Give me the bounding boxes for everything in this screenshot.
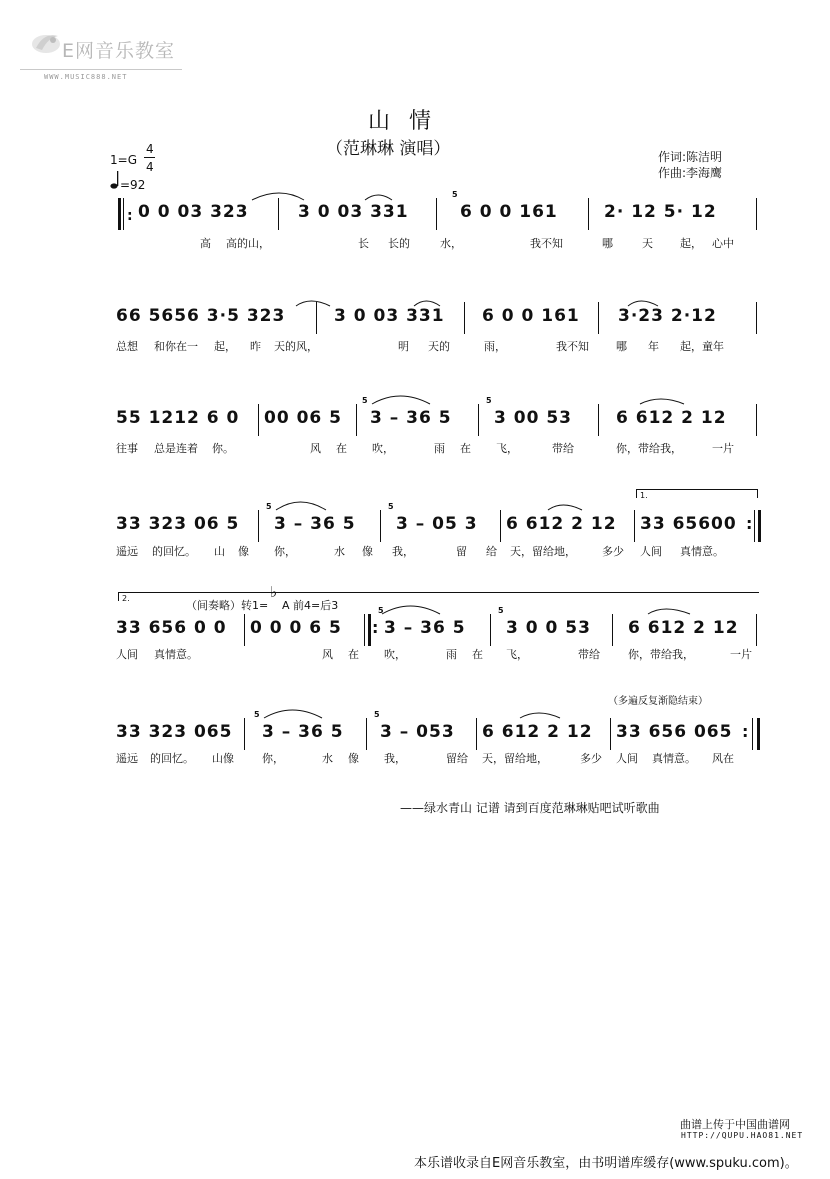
lyric: 像 bbox=[362, 545, 373, 558]
lyric: 像 bbox=[348, 752, 359, 765]
lyric: 雨 bbox=[446, 648, 457, 661]
barline bbox=[244, 718, 245, 750]
barline bbox=[258, 404, 259, 436]
measure: 00 06 5 bbox=[264, 408, 342, 428]
transcriber-credit: ——绿水青山 记谱 请到百度范琳琳贴吧试听歌曲 bbox=[400, 801, 660, 815]
barline bbox=[364, 614, 365, 646]
lyric: 带给 bbox=[552, 442, 574, 455]
lyric: 天 bbox=[642, 237, 653, 250]
barline bbox=[756, 198, 757, 230]
lyrics-line-6 bbox=[0, 750, 830, 766]
barline bbox=[118, 198, 121, 230]
measure: 33 656 065 bbox=[616, 722, 733, 742]
lyric: 雨 bbox=[434, 442, 445, 455]
lyric: 风 bbox=[310, 442, 321, 455]
lyric: 像 bbox=[238, 545, 249, 558]
barline bbox=[756, 614, 757, 646]
lyrics-line-2 bbox=[0, 338, 830, 354]
grace-note: 5 bbox=[452, 190, 458, 199]
volta-label: 2. bbox=[122, 594, 130, 603]
grace-note: 5 bbox=[388, 502, 394, 511]
barline bbox=[598, 302, 599, 334]
barline bbox=[436, 198, 437, 230]
lyric: 多少 bbox=[602, 545, 624, 558]
barline bbox=[754, 510, 755, 542]
measure: 33 323 06 5 bbox=[116, 514, 240, 534]
lyric: 天的风， bbox=[274, 340, 318, 353]
lyric: 吹， bbox=[372, 442, 394, 455]
volta-label: 1. bbox=[640, 491, 648, 500]
measure: 55 1212 6 0 bbox=[116, 408, 240, 428]
measure: 3 – 36 5 bbox=[384, 618, 466, 638]
measure: 33 65600 bbox=[640, 514, 737, 534]
lyric: 和你在一 bbox=[154, 340, 198, 353]
grace-note: 5 bbox=[498, 606, 504, 615]
lyric: 一片 bbox=[712, 442, 734, 455]
lyric: 在 bbox=[348, 648, 359, 661]
lyric: 你，带给我， bbox=[628, 648, 694, 661]
quarter-note-icon bbox=[110, 170, 120, 194]
lyric: 风在 bbox=[712, 752, 734, 765]
barline bbox=[316, 302, 317, 334]
lyric: 高 bbox=[200, 237, 211, 250]
measure: 33 656 0 0 bbox=[116, 618, 227, 638]
lyric: 高的山， bbox=[226, 237, 270, 250]
measure: 3 00 53 bbox=[494, 408, 572, 428]
lyrics-line-3 bbox=[0, 440, 830, 456]
barline bbox=[366, 718, 367, 750]
repeat-dots: : bbox=[746, 514, 753, 533]
lyric: 天，留给地， bbox=[482, 752, 548, 765]
lyric: 长 bbox=[358, 237, 369, 250]
repeat-dots: : bbox=[127, 208, 133, 224]
measure: 0 0 03 323 bbox=[138, 202, 249, 222]
lyric: 在 bbox=[336, 442, 347, 455]
lyric: 哪 bbox=[602, 237, 613, 250]
measure: 3·23 2·12 bbox=[618, 306, 717, 326]
lyric: 飞， bbox=[496, 442, 518, 455]
lyric: 真情意。 bbox=[680, 545, 724, 558]
measure: 3 0 03 331 bbox=[334, 306, 445, 326]
lyric: 我不知 bbox=[556, 340, 589, 353]
lyric: 心中 bbox=[712, 237, 734, 250]
lyric: 起， bbox=[214, 340, 236, 353]
measure: 6 0 0 161 bbox=[460, 202, 558, 222]
grace-note: 5 bbox=[254, 710, 260, 719]
barline bbox=[356, 404, 357, 436]
barline bbox=[598, 404, 599, 436]
lyric: 留给 bbox=[446, 752, 468, 765]
tempo-marking: =92 bbox=[120, 178, 146, 192]
lyric: 真情意。 bbox=[154, 648, 198, 661]
staff-line-1 bbox=[0, 190, 830, 236]
barline bbox=[478, 404, 479, 436]
measure: 3 0 0 53 bbox=[506, 618, 591, 638]
barline bbox=[476, 718, 477, 750]
lyric: 年 bbox=[648, 340, 659, 353]
measure: 3 – 36 5 bbox=[274, 514, 356, 534]
barline bbox=[123, 198, 124, 230]
volta-bracket-1 bbox=[636, 489, 758, 498]
grace-note: 5 bbox=[374, 710, 380, 719]
measure: 3 0 03 331 bbox=[298, 202, 409, 222]
lyric: 真情意。 bbox=[652, 752, 696, 765]
key-signature: 1=G bbox=[110, 153, 137, 167]
page-title: 山 情 bbox=[368, 109, 437, 134]
barline bbox=[380, 510, 381, 542]
lyric: 昨 bbox=[250, 340, 261, 353]
measure: 6 612 2 12 bbox=[628, 618, 739, 638]
lyric: 遥远 bbox=[116, 752, 138, 765]
barline bbox=[757, 718, 760, 750]
lyric: 留 bbox=[456, 545, 467, 558]
lyric: 你， bbox=[262, 752, 284, 765]
measure: 6 612 2 12 bbox=[506, 514, 617, 534]
repeat-dots: : bbox=[742, 722, 749, 741]
measure: 0 0 0 6 5 bbox=[250, 618, 342, 638]
lyric: 起，童年 bbox=[680, 340, 724, 353]
measure: 3 – 05 3 bbox=[396, 514, 478, 534]
lyric: 你， bbox=[274, 545, 296, 558]
upload-notice: 曲谱上传于中国曲谱网 bbox=[680, 1118, 790, 1131]
lyric: 你，带给我， bbox=[616, 442, 682, 455]
lyric: 我， bbox=[384, 752, 406, 765]
lyrics-line-5 bbox=[0, 646, 830, 662]
barline bbox=[490, 614, 491, 646]
lyric: 山像 bbox=[212, 752, 234, 765]
lyric: 明 bbox=[398, 340, 409, 353]
lyric: 山 bbox=[214, 545, 225, 558]
barline bbox=[278, 198, 279, 230]
lyric: 总想 bbox=[116, 340, 138, 353]
time-signature-line bbox=[144, 157, 155, 158]
barline bbox=[258, 510, 259, 542]
lyric: 给 bbox=[486, 545, 497, 558]
lyric: 雨， bbox=[484, 340, 506, 353]
lyric: 多少 bbox=[580, 752, 602, 765]
repeat-dots: : bbox=[372, 618, 379, 637]
barline bbox=[464, 302, 465, 334]
measure: 6 612 2 12 bbox=[482, 722, 593, 742]
lyric: 的回忆。 bbox=[152, 545, 196, 558]
lyric: 人间 bbox=[616, 752, 638, 765]
measure: 3 – 053 bbox=[380, 722, 455, 742]
measure: 33 323 065 bbox=[116, 722, 233, 742]
lyric: 人间 bbox=[640, 545, 662, 558]
interlude-annotation: （间奏略）转1= bbox=[186, 599, 269, 612]
lyric: 我， bbox=[392, 545, 414, 558]
lyric: 人间 bbox=[116, 648, 138, 661]
lyric: 天的 bbox=[428, 340, 450, 353]
time-signature-bottom: 4 bbox=[146, 160, 154, 174]
staff-line-4 bbox=[0, 502, 830, 548]
lyric: 一片 bbox=[730, 648, 752, 661]
lyric: 往事 bbox=[116, 442, 138, 455]
lyric: 你。 bbox=[212, 442, 234, 455]
lyric: 飞， bbox=[506, 648, 528, 661]
source-notice: 本乐谱收录自E网音乐教室，由书明谱库缓存(www.spuku.com)。 bbox=[414, 1156, 798, 1171]
logo-url: WWW.MUSIC888.NET bbox=[44, 73, 128, 81]
grace-note: 5 bbox=[486, 396, 492, 405]
lyric: 哪 bbox=[616, 340, 627, 353]
flat-icon: ♭ bbox=[270, 583, 278, 601]
modulation-note: A 前4=后3 bbox=[282, 599, 339, 612]
fade-annotation: （多遍反复渐隐结束） bbox=[608, 696, 708, 707]
grace-note: 5 bbox=[378, 606, 384, 615]
time-signature-top: 4 bbox=[146, 142, 154, 156]
lyric: 在 bbox=[460, 442, 471, 455]
barline bbox=[612, 614, 613, 646]
lyric: 风 bbox=[322, 648, 333, 661]
lyric: 天，留给地， bbox=[510, 545, 576, 558]
lyric: 总是连着 bbox=[154, 442, 198, 455]
lyric: 水， bbox=[440, 237, 462, 250]
barline bbox=[758, 510, 761, 542]
measure: 3 – 36 5 bbox=[370, 408, 452, 428]
barline bbox=[368, 614, 371, 646]
barline bbox=[634, 510, 635, 542]
logo-divider bbox=[20, 69, 182, 70]
barline bbox=[244, 614, 245, 646]
barline bbox=[610, 718, 611, 750]
barline bbox=[500, 510, 501, 542]
lyricist-credit: 作词:陈洁明 bbox=[658, 150, 723, 164]
lyric: 我不知 bbox=[530, 237, 563, 250]
lyric: 水 bbox=[334, 545, 345, 558]
measure: 66 5656 3·5 323 bbox=[116, 306, 286, 326]
logo-icon bbox=[26, 28, 66, 58]
lyric: 长的 bbox=[388, 237, 410, 250]
measure: 6 0 0 161 bbox=[482, 306, 580, 326]
upload-url: HTTP://QUPU.HAO81.NET bbox=[681, 1131, 804, 1140]
lyric: 水 bbox=[322, 752, 333, 765]
lyric: 吹， bbox=[384, 648, 406, 661]
measure: 2· 12 5· 12 bbox=[604, 202, 717, 222]
barline bbox=[756, 302, 757, 334]
lyric: 在 bbox=[472, 648, 483, 661]
staff-line-3 bbox=[0, 396, 830, 442]
measure: 3 – 36 5 bbox=[262, 722, 344, 742]
barline bbox=[588, 198, 589, 230]
grace-note: 5 bbox=[266, 502, 272, 511]
page-subtitle: （范琳琳 演唱） bbox=[326, 139, 451, 159]
lyrics-line-4 bbox=[0, 543, 830, 559]
lyrics-line-1 bbox=[0, 235, 830, 251]
grace-note: 5 bbox=[362, 396, 368, 405]
measure: 6 612 2 12 bbox=[616, 408, 727, 428]
lyric: 起， bbox=[680, 237, 702, 250]
composer-credit: 作曲:李海鹰 bbox=[658, 166, 723, 180]
lyric: 遥远 bbox=[116, 545, 138, 558]
staff-line-2 bbox=[0, 300, 830, 340]
logo-name: E网音乐教室 bbox=[62, 40, 176, 62]
barline bbox=[756, 404, 757, 436]
lyric: 带给 bbox=[578, 648, 600, 661]
lyric: 的回忆。 bbox=[150, 752, 194, 765]
barline bbox=[752, 718, 753, 750]
